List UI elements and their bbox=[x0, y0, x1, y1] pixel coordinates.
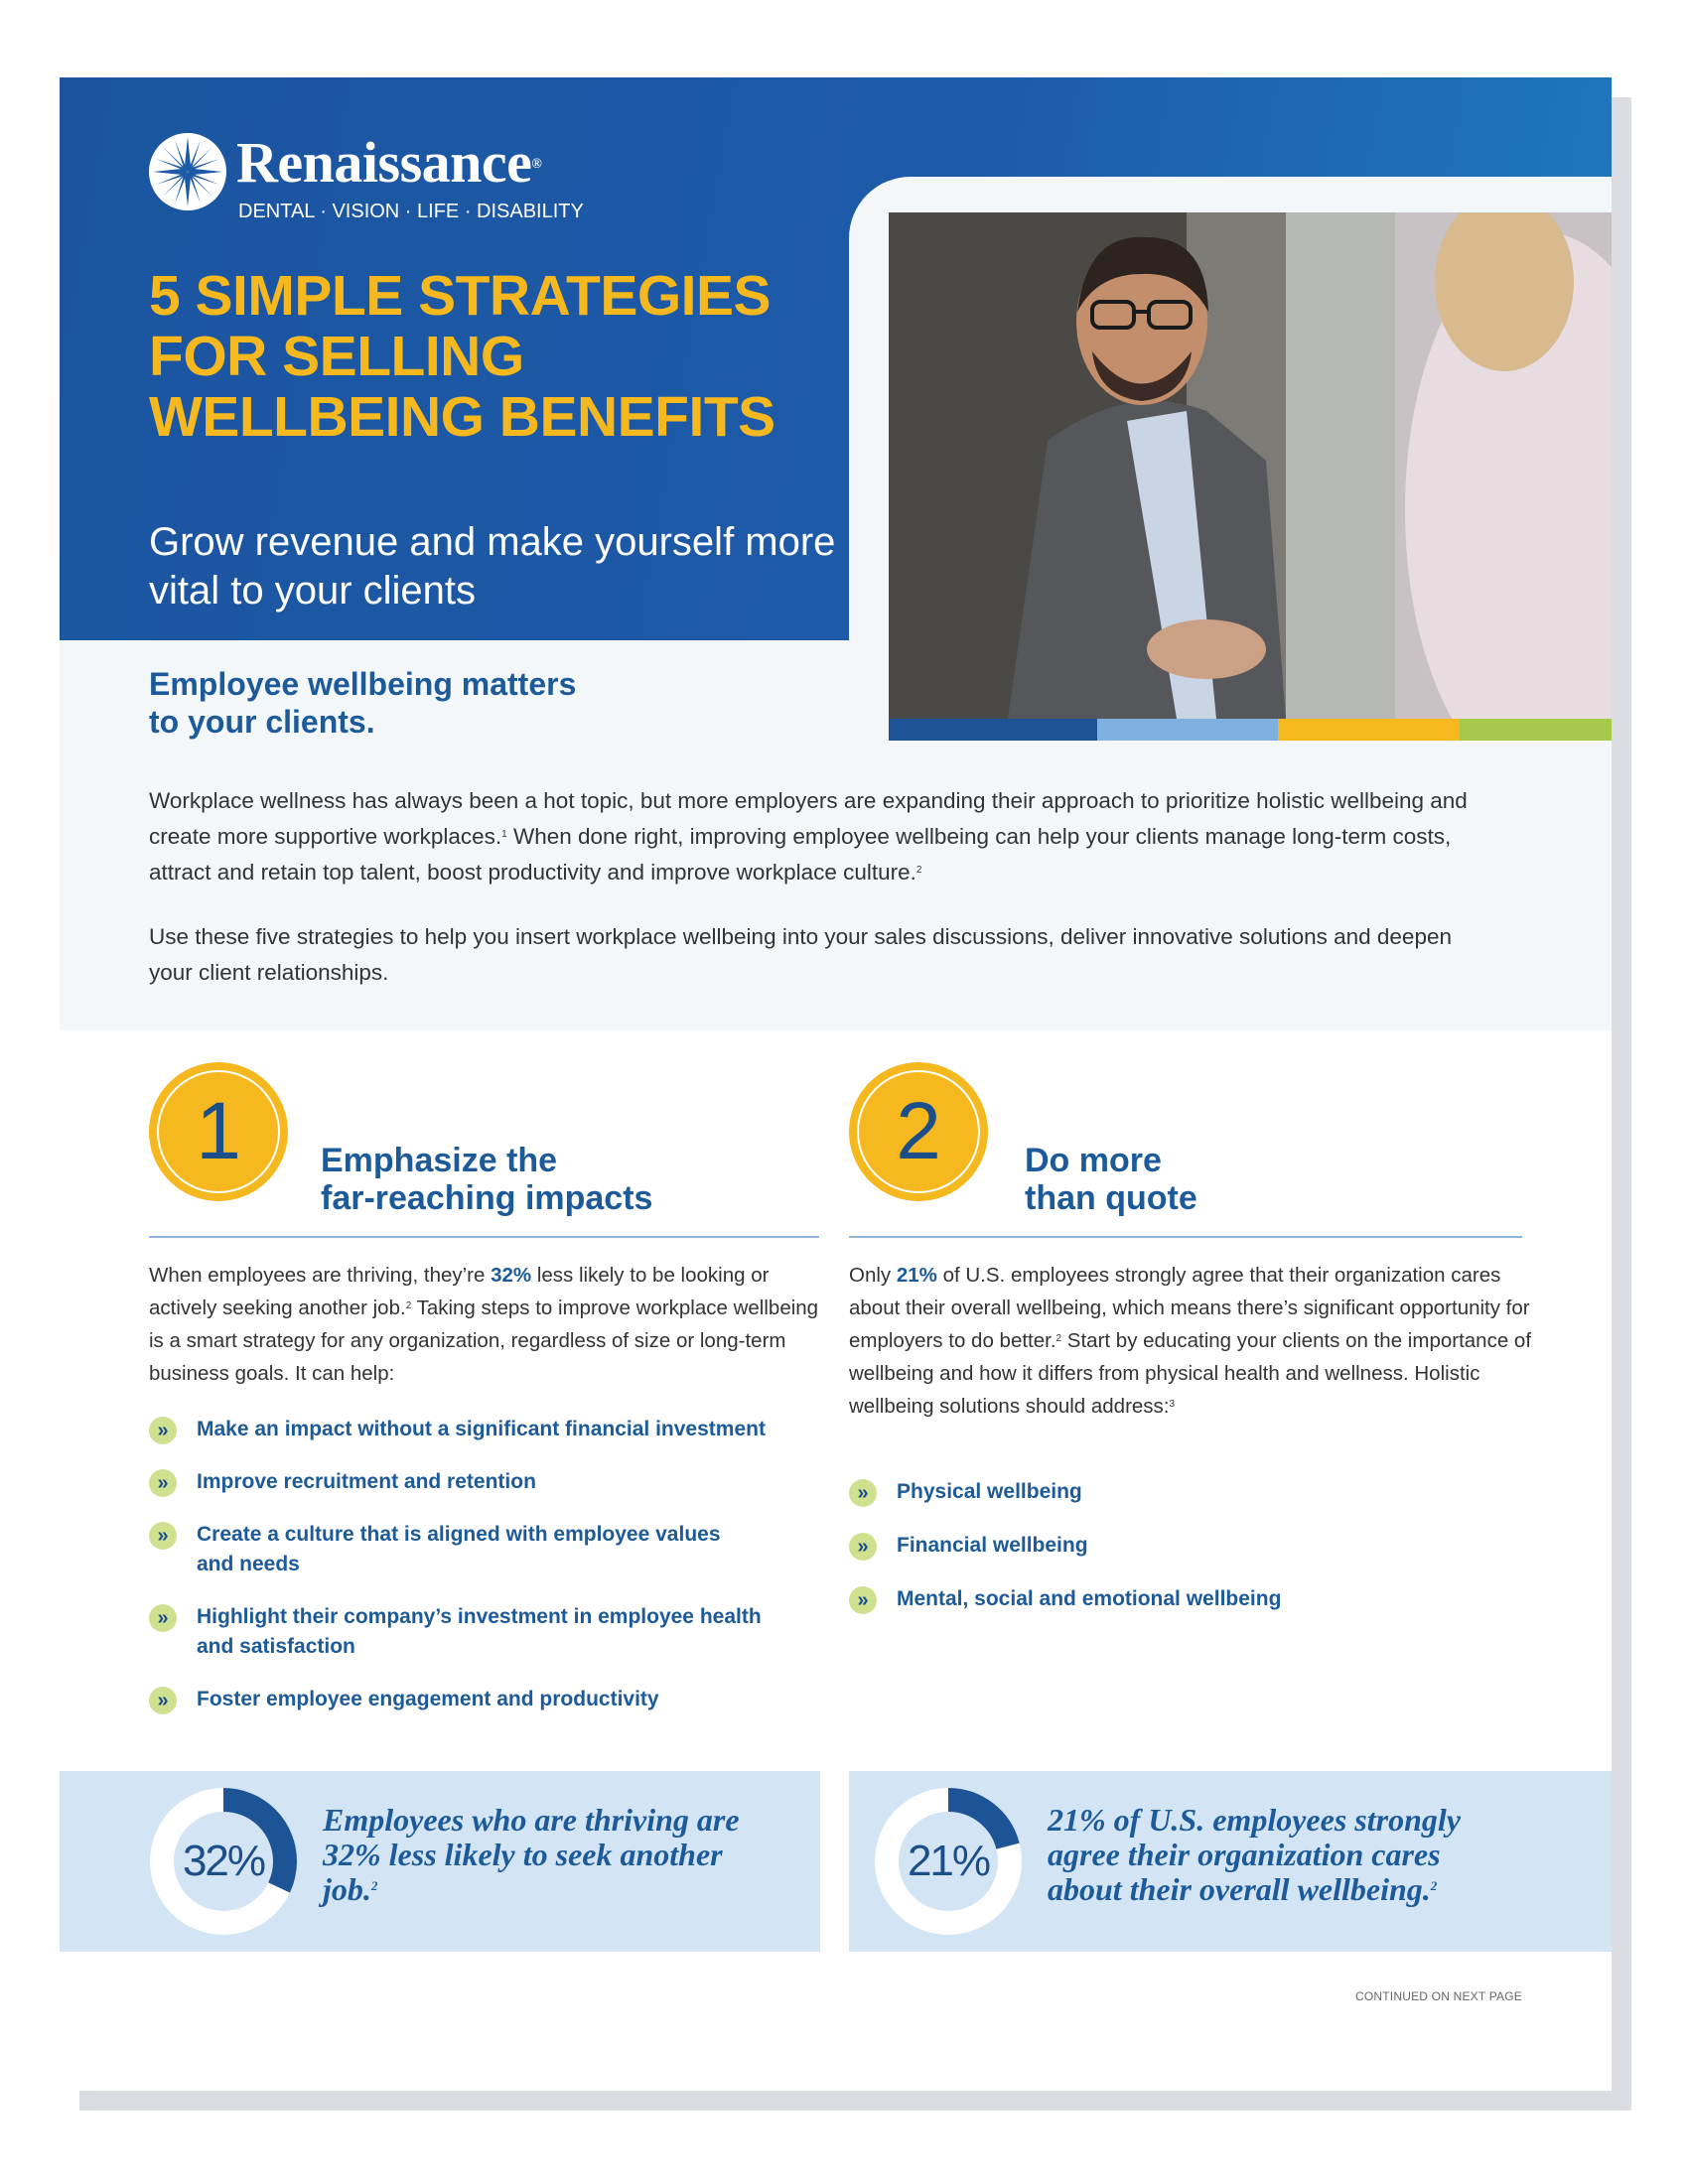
chevron-right-icon: » bbox=[149, 1687, 177, 1714]
strategy-1-divider bbox=[149, 1236, 819, 1238]
strategy-2-body: Only 21% of U.S. employees strongly agree that their organization cares about their overall wellbeing, which means there’s significant opportunity for employers to do better.$^2$ Start by educating your clients on the importance of wellbeing and how it differs from physical health and wellness. Holistic wellbeing solutions should address:$^3$ bbox=[849, 1264, 1532, 1418]
stat-text: 21% of U.S. employees strongly agree their organization cares about their overall wellbeing.$^2$ bbox=[1048, 1802, 1461, 1907]
strategy-2-divider bbox=[849, 1236, 1522, 1238]
strategy-1-benefit-list bbox=[149, 1415, 824, 1714]
continued-note: CONTINUED ON NEXT PAGE bbox=[1355, 1989, 1522, 2003]
list-item: » Physical wellbeing bbox=[849, 1477, 1524, 1507]
list-item: » Make an impact without a significant financial investment bbox=[149, 1415, 824, 1444]
stat-percent: 21% bbox=[907, 1837, 990, 1885]
chevron-right-icon: » bbox=[149, 1417, 177, 1444]
page-subtitle: Grow revenue and make yourself more vital to your clients bbox=[149, 520, 836, 613]
renaissance-star-logo-icon bbox=[149, 133, 226, 210]
brand-color-bar bbox=[889, 719, 1612, 741]
chevron-right-icon: » bbox=[849, 1533, 877, 1561]
strategy-1-number-badge: 1 bbox=[149, 1062, 288, 1201]
stat-text: Employees who are thriving are 32% less likely to seek another job.$^2$ bbox=[323, 1802, 740, 1907]
page-title: 5 SIMPLE STRATEGIES FOR SELLING WELLBEING BENEFITS bbox=[149, 264, 775, 449]
brand-name: Renaissance® bbox=[236, 130, 542, 195]
stat-callout-1 bbox=[60, 1771, 820, 1952]
list-item: » Highlight their company’s investment in employee health and satisfaction bbox=[149, 1602, 792, 1662]
intro-paragraph-1: Workplace wellness has always been a hot topic, but more employers are expanding their approach to prioritize holistic wellbeing and create more supportive workplaces.$^1$ When done right, improving employee wellbeing can help your clients manage long-term costs, attract and retain top talent, boost productivity and improve workplace culture.$^2$ bbox=[149, 788, 1468, 885]
intro-paragraph-2: Use these five strategies to help you insert workplace wellbeing into your sales discussions, deliver innovative solutions and deepen your client relationships. bbox=[149, 924, 1452, 985]
list-item: » Foster employee engagement and productivity bbox=[149, 1685, 824, 1714]
chevron-right-icon: » bbox=[849, 1479, 877, 1507]
stat-callout-2 bbox=[849, 1771, 1612, 1952]
brand-tagline: DENTAL · VISION · LIFE · DISABILITY bbox=[238, 201, 584, 222]
flyer-page bbox=[60, 77, 1612, 2091]
list-item: » Mental, social and emotional wellbeing bbox=[849, 1584, 1524, 1614]
strategy-1-title: Emphasize the far-reaching impacts bbox=[321, 1142, 653, 1217]
hero-photo bbox=[889, 212, 1612, 719]
strategy-2-number-badge: 2 bbox=[849, 1062, 988, 1201]
stat-percent: 32% bbox=[182, 1837, 265, 1885]
list-item: » Create a culture that is aligned with employee values and needs bbox=[149, 1520, 753, 1579]
strategy-1-body: When employees are thriving, they’re 32% less likely to be looking or actively seeking another job.$^2$ Taking steps to improve workplace wellbeing is a smart strategy for any organization, regardless of size or long-term business goals. It can help: bbox=[149, 1264, 819, 1385]
intro-heading: Employee wellbeing matters to your clients. bbox=[149, 666, 577, 740]
list-item: » Financial wellbeing bbox=[849, 1531, 1524, 1561]
list-item: » Improve recruitment and retention bbox=[149, 1467, 824, 1497]
strategy-2-wellbeing-list bbox=[849, 1477, 1524, 1614]
strategy-2-title: Do more than quote bbox=[1025, 1142, 1197, 1217]
chevron-right-icon: » bbox=[149, 1604, 177, 1632]
handshake-photo-illustration bbox=[889, 212, 1612, 719]
chevron-right-icon: » bbox=[849, 1586, 877, 1614]
chevron-right-icon: » bbox=[149, 1522, 177, 1550]
chevron-right-icon: » bbox=[149, 1469, 177, 1497]
